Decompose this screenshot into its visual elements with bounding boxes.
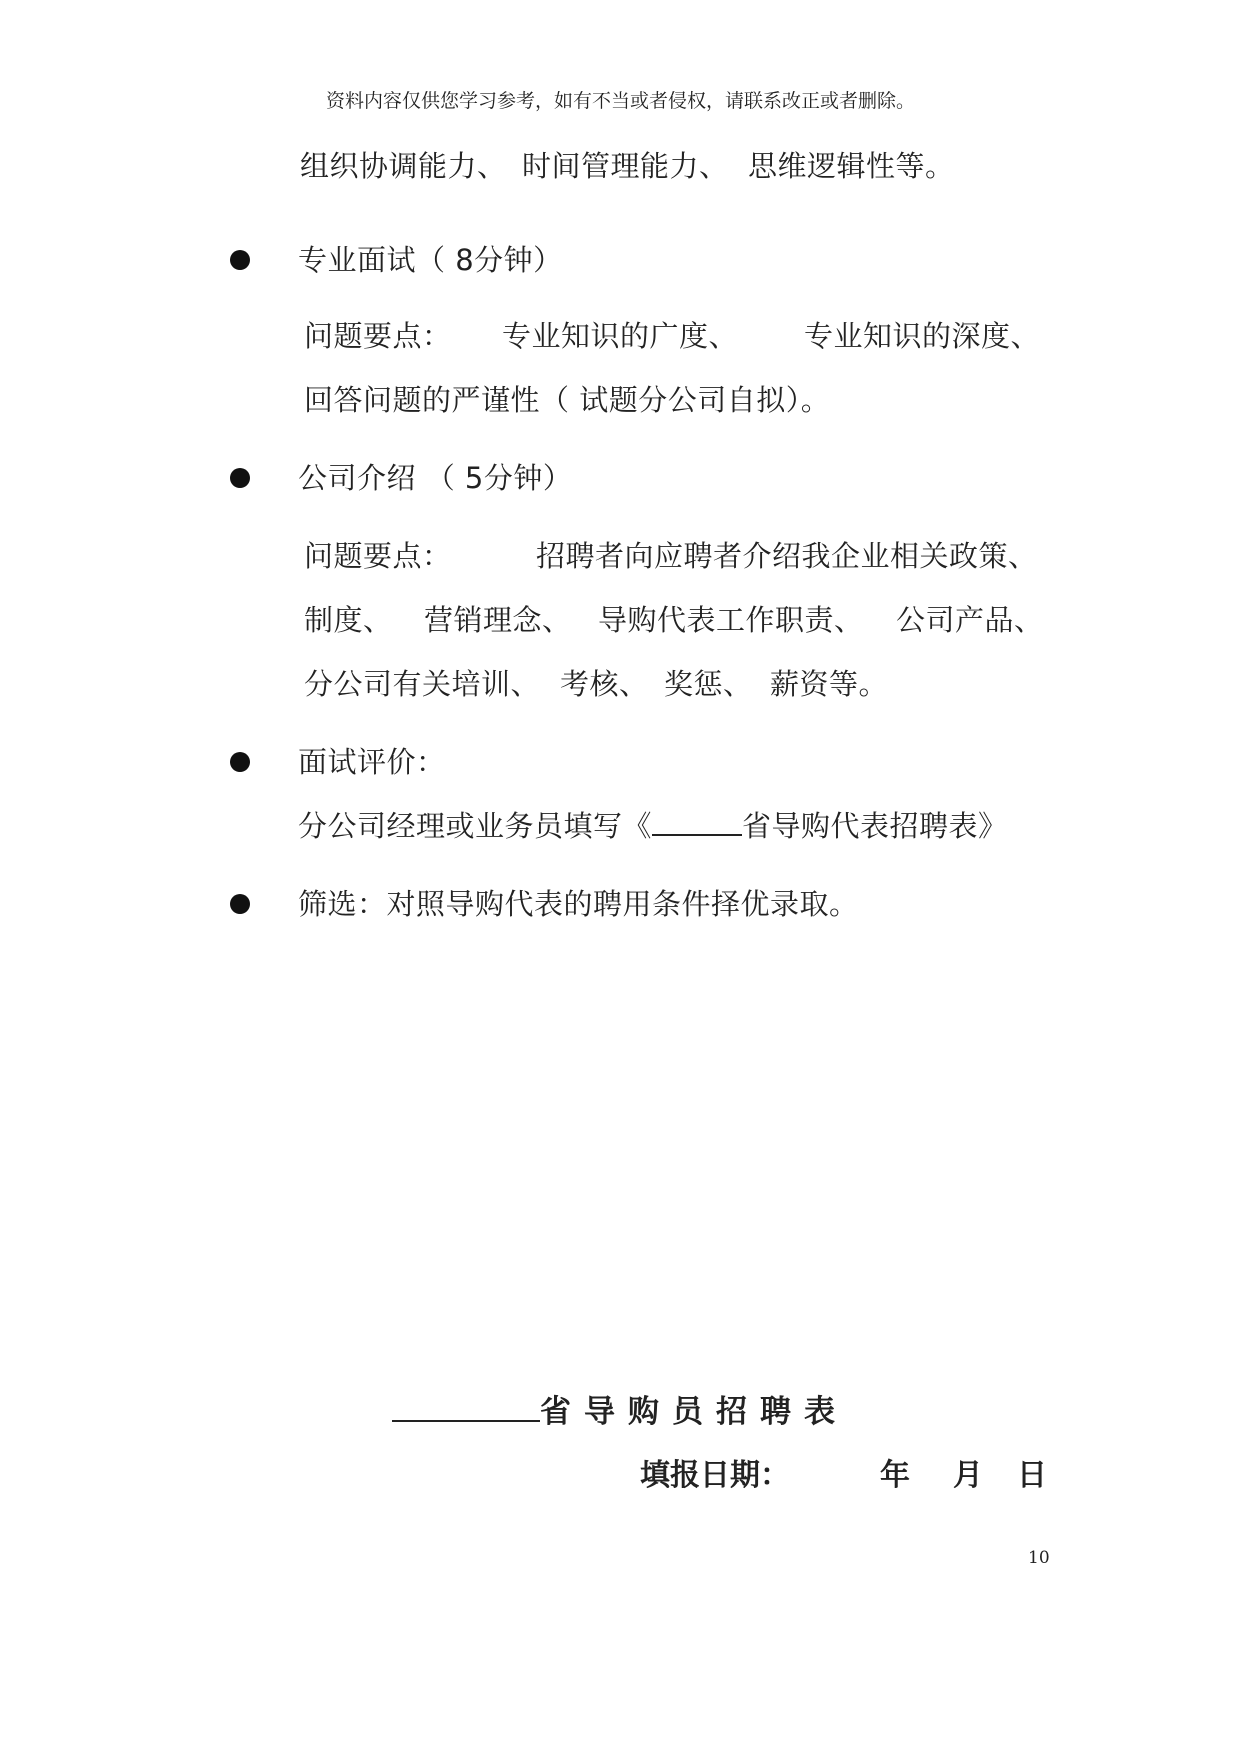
bullet-icon — [230, 468, 250, 488]
points-item: 专业知识的深度、 — [804, 319, 1041, 353]
evaluation-detail-before: 分公司经理或业务员填写《 — [298, 809, 653, 843]
intro-item: 思维逻辑性等。 — [748, 149, 955, 183]
points-item: 招聘者向应聘者介绍我企业相关政策、 — [536, 539, 1038, 573]
points-item: 薪资等。 — [770, 667, 889, 701]
blank-line — [392, 1384, 540, 1422]
intro-item: 组织协调能力、 — [300, 149, 507, 183]
section-title-company-intro: 公司介绍 （ 5分钟） — [298, 461, 573, 495]
company-points-line2 — [0, 600, 1241, 640]
date-month: 月 — [953, 1458, 983, 1493]
points-item: 营销理念、 — [424, 603, 572, 637]
points-item: 分公司有关培训、 — [304, 667, 541, 701]
points-label: 问题要点： — [304, 319, 452, 353]
points-item: 专业知识的广度、 — [502, 319, 739, 353]
date-line — [0, 1450, 1241, 1494]
company-points-line1 — [0, 536, 1241, 576]
blank-line — [652, 834, 742, 836]
date-label: 填报日期： — [640, 1458, 790, 1493]
intro-item: 时间管理能力、 — [522, 149, 729, 183]
professional-points-line2: 回答问题的严谨性（ 试题分公司自拟）。 — [304, 383, 831, 417]
points-item: 公司产品、 — [896, 603, 1044, 637]
bullet-icon — [230, 894, 250, 914]
points-item: 制度、 — [304, 603, 393, 637]
evaluation-detail-after: 省导购代表招聘表》 — [742, 809, 1008, 843]
company-points-line3 — [0, 664, 1241, 704]
points-item: 奖惩、 — [664, 667, 753, 701]
points-label: 问题要点： — [304, 539, 452, 573]
section-title-professional: 专业面试（ 8分钟） — [298, 243, 563, 277]
points-item: 导购代表工作职责、 — [598, 603, 864, 637]
date-year: 年 — [880, 1458, 910, 1493]
header-disclaimer: 资料内容仅供您学习参考，如有不当或者侵权，请联系改正或者删除。 — [325, 90, 915, 112]
page-number: 10 — [1028, 1548, 1050, 1568]
bullet-icon — [230, 752, 250, 772]
bullet-icon — [230, 250, 250, 270]
evaluation-detail — [298, 806, 1008, 846]
date-day: 日 — [1017, 1458, 1047, 1493]
form-title-row — [392, 1384, 848, 1431]
form-title: 省导购员招聘表 — [540, 1394, 848, 1430]
section-title-screening: 筛选：对照导购代表的聘用条件择优录取。 — [298, 887, 859, 921]
intro-continuation — [0, 146, 1241, 186]
section-title-evaluation: 面试评价： — [298, 745, 446, 779]
points-item: 考核、 — [560, 667, 649, 701]
professional-points-line1 — [0, 316, 1241, 356]
